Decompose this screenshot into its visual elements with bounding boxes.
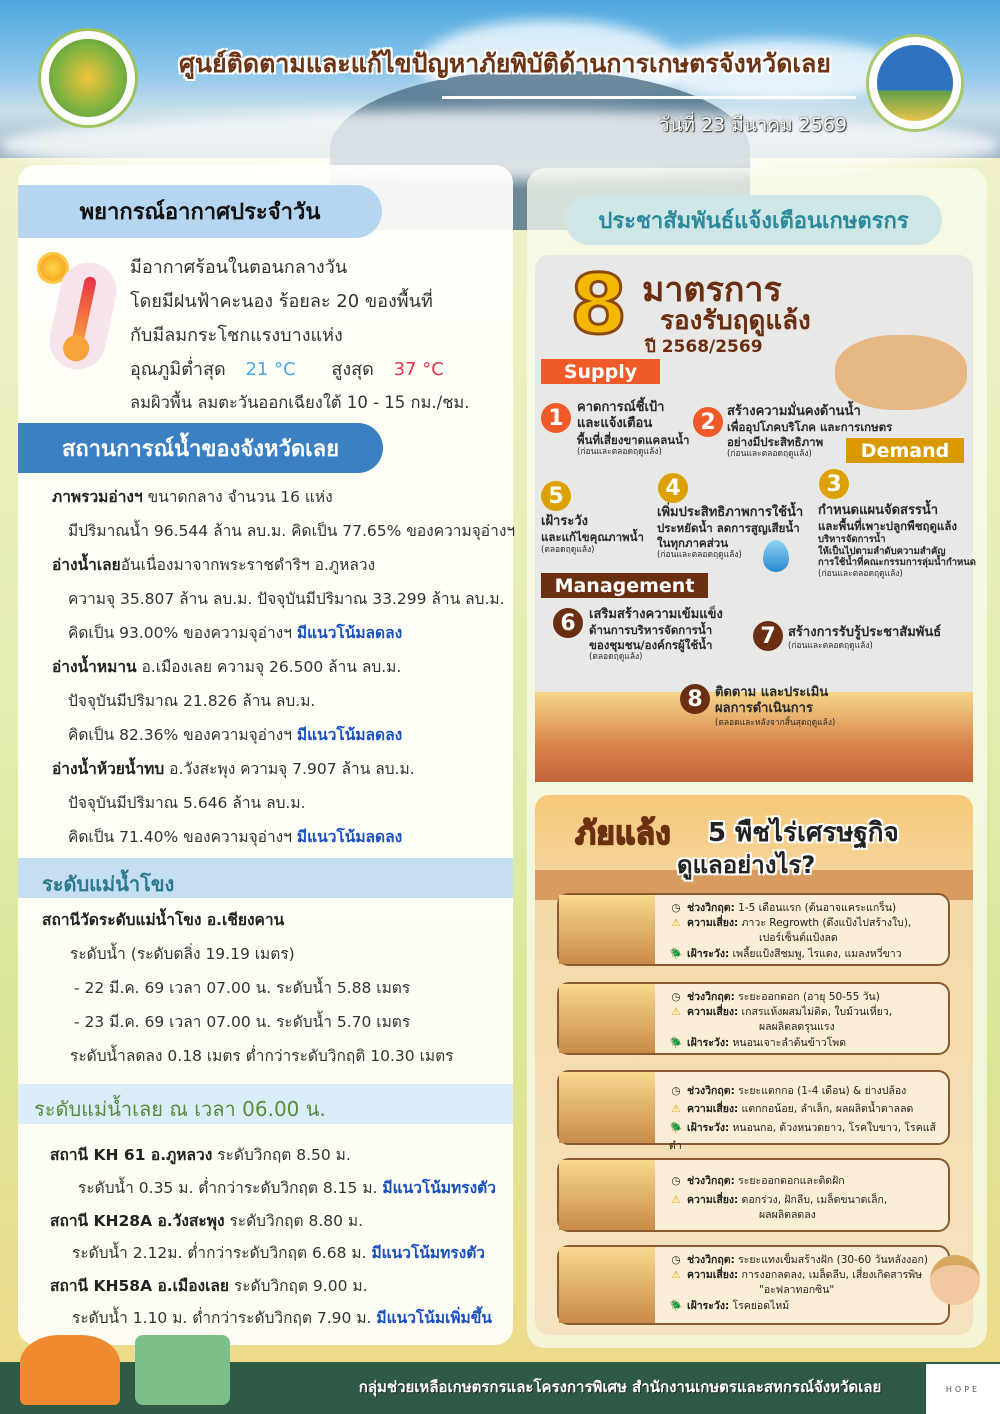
measure-item: กำหนดแผนจัดสรรน้ำ และพื้นที่เพาะปลูกพืชฤดูแล้ง บริหารจัดการน้ำ ให้เป็นไปตามลำดับความสำคัญ การใช้น้ำที่คณะกรรมการลุ่มน้ำกำหนด (ก่อนและตลอดฤดูแล้ง) — [818, 503, 976, 580]
warning-icon: ⚠ — [671, 1269, 681, 1282]
reservoir-loei-percent: คิดเป็น 93.00% ของความจุอ่างฯ มีแนวโน้มลดลง — [68, 624, 403, 642]
measure-number: 7 — [753, 621, 783, 651]
reservoir-nammarn-percent: คิดเป็น 82.36% ของความจุอ่างฯ มีแนวโน้มลดลง — [68, 726, 403, 744]
bug-icon: 🪲 — [669, 1299, 683, 1312]
clock-icon: ◷ — [671, 1085, 681, 1097]
mekong-bank-level: ระดับน้ำ (ระดับตลิ่ง 19.19 เมตร) — [70, 945, 295, 963]
measure-item: ติดตาม และประเมิน ผลการดำเนินการ (ตลอดและหลังจากสิ้นสุดฤดูแล้ง) — [715, 685, 836, 728]
measure-item: เพิ่มประสิทธิภาพการใช้น้ำ ประหยัดน้ำ ลดการสูญเสียน้ำ ในทุกภาคส่วน (ก่อนและตลอดฤดูแล้ง) — [657, 505, 804, 560]
warning-icon: ⚠ — [671, 1006, 681, 1019]
reservoir-huaynamthop: อ่างน้ำห้วยน้ำทบ อ.วังสะพุง ความจุ 7.907 ล้าน ลบ.ม. — [52, 760, 415, 778]
hay-cart-illustration — [20, 1335, 120, 1405]
cracked-earth-image — [835, 335, 967, 410]
measure-number: 4 — [658, 473, 688, 503]
mekong-summary: ระดับน้ำลดลง 0.18 เมตร ต่ำกว่าระดับวิกฤติ 10.30 เมตร — [70, 1047, 454, 1065]
temperature-line — [130, 354, 444, 383]
trend-label: มีแนวโน้มทรงตัว — [382, 1179, 496, 1197]
bug-icon: 🪲 — [669, 947, 683, 960]
measure-number: 2 — [693, 407, 723, 437]
weather-line: โดยมีฝนฟ้าคะนอง ร้อยละ 20 ของพื้นที่ — [130, 291, 433, 312]
overview-volume: มีปริมาณน้ำ 96.544 ล้าน ลบ.ม. คิดเป็น 77.65% ของความจุอ่างฯ — [68, 522, 516, 540]
mekong-title: ระดับแม่น้ำโขง — [42, 872, 175, 896]
reservoir-huaynamthop-percent: คิดเป็น 71.40% ของความจุอ่างฯ มีแนวโน้มลดลง — [68, 828, 403, 846]
measure-item: เฝ้าระวัง และแก้ไขคุณภาพน้ำ (ตลอดฤดูแล้ง) — [541, 514, 644, 555]
measures-title: มาตรการ — [642, 270, 782, 310]
overview-line: ภาพรวมอ่างฯ ขนาดกลาง จำนวน 16 แห่ง — [52, 488, 333, 506]
measure-number: 5 — [541, 481, 571, 511]
loei-station-level: ระดับน้ำ 1.10 ม. ต่ำกว่าระดับวิกฤต 7.90 ม. มีแนวโน้มเพิ่มขึ้น — [72, 1309, 492, 1327]
bug-icon: 🪲 — [669, 1121, 683, 1134]
farmer-illustration — [930, 1255, 980, 1305]
sun-icon — [40, 255, 66, 281]
page-title: ศูนย์ติดตามและแก้ไขปัญหาภัยพิบัติด้านการเกษตรจังหวัดเลย — [179, 49, 831, 78]
title-divider — [442, 96, 856, 99]
clock-icon: ◷ — [671, 1254, 681, 1266]
weather-line: กับมีลมกระโชกแรงบางแห่ง — [130, 325, 343, 346]
report-date: วันที่ 23 มีนาคม 2569 — [658, 114, 847, 136]
trend-label: มีแนวโน้มเพิ่มขึ้น — [376, 1309, 492, 1327]
clock-icon: ◷ — [671, 991, 681, 1003]
demand-tag: Demand — [846, 438, 964, 463]
reservoir-huaynamthop-volume: ปัจจุบันมีปริมาณ 5.646 ล้าน ลบ.ม. — [68, 794, 306, 812]
ministry-logo — [38, 28, 138, 128]
trend-label: มีแนวโน้มทรงตัว — [371, 1244, 485, 1262]
loei-station: สถานี KH58A อ.เมืองเลย ระดับวิกฤต 9.00 ม. — [50, 1277, 368, 1295]
trend-label: มีแนวโน้มลดลง — [296, 828, 403, 846]
measure-number: 3 — [819, 469, 849, 499]
measures-year: ปี 2568/2569 — [645, 337, 763, 357]
reservoir-nammarn: อ่างน้ำหมาน อ.เมืองเลย ความจุ 26.500 ล้าน ลบ.ม. — [52, 658, 402, 676]
measure-item: คาดการณ์ชี้เป้า และแจ้งเตือน พื้นที่เสี่ยงขาดแคลนน้ำ (ก่อนและตลอดฤดูแล้ง) — [577, 400, 690, 457]
mekong-reading: - 22 มี.ค. 69 เวลา 07.00 น. ระดับน้ำ 5.88 เมตร — [74, 979, 411, 997]
clock-icon: ◷ — [671, 902, 681, 914]
loei-station: สถานี KH 61 อ.ภูหลวง ระดับวิกฤต 8.50 ม. — [50, 1146, 351, 1164]
crops-title-a: ภัยแล้ง — [575, 814, 671, 852]
management-tag: Management — [541, 573, 708, 598]
mekong-station: สถานีวัดระดับแม่น้ำโขง อ.เชียงคาน — [42, 911, 285, 929]
warning-icon: ⚠ — [671, 917, 681, 930]
min-temp-value: 21 °C — [245, 359, 296, 380]
supply-tag: Supply — [541, 359, 660, 384]
loei-title: ระดับแม่น้ำเลย ณ เวลา 06.00 น. — [34, 1097, 326, 1121]
cassava-image — [559, 895, 655, 964]
max-temp-label: สูงสุด — [331, 359, 374, 380]
measure-item: เสริมสร้างความเข้มแข็ง ด้านการบริหารจัดการน้ำ ของชุมชน/องค์กรผู้ใช้น้ำ (ตลอดฤดูแล้ง) — [589, 607, 723, 662]
crops-title-b: 5 พืชไร่เศรษฐกิจ — [708, 818, 899, 848]
measures-big-number: 8 — [570, 258, 628, 353]
clock-icon: ◷ — [671, 1175, 681, 1187]
loei-station-level: ระดับน้ำ 0.35 ม. ต่ำกว่าระดับวิกฤต 8.15 ม. มีแนวโน้มทรงตัว — [78, 1179, 496, 1197]
loei-station: สถานี KH28A อ.วังสะพุง ระดับวิกฤต 8.80 ม. — [50, 1212, 364, 1230]
footer-text: กลุ่มช่วยเหลือเกษตรกรและโครงการพิเศษ สำนักงานเกษตรและสหกรณ์จังหวัดเลย — [358, 1378, 882, 1396]
tractor-illustration — [135, 1335, 230, 1405]
min-temp-label: อุณภูมิต่ำสุด — [130, 359, 226, 380]
water-drop-icon — [763, 540, 789, 572]
reservoir-nammarn-volume: ปัจจุบันมีปริมาณ 21.826 ล้าน ลบ.ม. — [68, 692, 316, 710]
measure-item: สร้างความมั่นคงด้านน้ำ เพื่ออุปโภคบริโภค และการเกษตร อย่างมีประสิทธิภาพ (ก่อนและตลอดฤดูแล้ง) — [727, 404, 893, 459]
peanut-image — [559, 1247, 655, 1323]
mekong-reading: - 23 มี.ค. 69 เวลา 07.00 น. ระดับน้ำ 5.70 เมตร — [74, 1013, 411, 1031]
soybean-image — [559, 1160, 655, 1230]
weather-header: พยากรณ์อากาศประจำวัน — [18, 185, 382, 238]
reservoir-loei: อ่างน้ำเลยอันเนื่องมาจากพระราชดำริฯ อ.ภูหลวง — [52, 556, 376, 574]
crop-row-cassava: ◷ ช่วงวิกฤต: 1-5 เดือนแรก (ต้นอาจแคระแกร็น) ⚠ ความเสี่ยง: ภาวะ Regrowth (ดึงแป้งไปสร้างใบ), เปอร์เซ็นต์แป้งลด 🪲 เฝ้าระวัง: เพลี้ยแป้งสีชมพู, ไรแดง, แมลงหวี่ขาว — [557, 893, 950, 966]
sugarcane-image — [559, 1072, 655, 1143]
loei-station-level: ระดับน้ำ 2.12ม. ต่ำกว่าระดับวิกฤต 6.68 ม. มีแนวโน้มทรงตัว — [72, 1244, 485, 1262]
crop-row-peanut: ◷ ช่วงวิกฤต: ระยะแทงเข็มสร้างฝัก (30-60 วันหลังงอก) ⚠ ความเสี่ยง: การงอกลดลง, เมล็ดลีบ, เสี่ยงเกิดสารพิษ "อะฟลาทอกซิน" 🪲 เฝ้าระวัง: โรคยอดไหม้ — [557, 1245, 950, 1325]
warning-icon: ⚠ — [671, 1103, 681, 1116]
hope-logo: HOPE — [926, 1364, 1000, 1414]
notice-header: ประชาสัมพันธ์แจ้งเตือนเกษตรกร — [565, 195, 942, 245]
measure-number: 1 — [541, 403, 571, 433]
crop-row-soybean: ◷ ช่วงวิกฤต: ระยะออกดอกและติดฝัก ⚠ ความเสี่ยง: ดอกร่วง, ฝักลีบ, เมล็ดขนาดเล็ก, ผลผลิตลดลง — [557, 1158, 950, 1232]
crop-row-corn: ◷ ช่วงวิกฤต: ระยะออกดอก (อายุ 50-55 วัน) ⚠ ความเสี่ยง: เกสรแห้งผสมไม่ติด, ใบม้วนเหี่ยว, ผลผลิตลดรุนแรง 🪲 เฝ้าระวัง: หนอนเจาะลำต้นข้าวโพด — [557, 982, 950, 1055]
weather-line: มีอากาศร้อนในตอนกลางวัน — [130, 257, 348, 278]
reservoir-loei-capacity: ความจุ 35.807 ล้าน ลบ.ม. ปัจจุบันมีปริมาณ 33.299 ล้าน ลบ.ม. — [68, 590, 505, 608]
crops-title-c: ดูแลอย่างไร? — [677, 851, 816, 879]
measure-number: 6 — [553, 608, 583, 638]
wind-line: ลมผิวพื้น ลมตะวันออกเฉียงใต้ 10 - 15 กม./ชม. — [130, 393, 470, 412]
trend-label: มีแนวโน้มลดลง — [296, 726, 403, 744]
province-seal-logo — [866, 34, 964, 132]
bug-icon: 🪲 — [669, 1036, 683, 1049]
corn-image — [559, 984, 655, 1053]
water-header: สถานการณ์น้ำของจังหวัดเลย — [18, 423, 383, 473]
measure-number: 8 — [680, 684, 710, 714]
warning-icon: ⚠ — [671, 1194, 681, 1207]
trend-label: มีแนวโน้มลดลง — [296, 624, 403, 642]
max-temp-value: 37 °C — [393, 359, 444, 380]
crop-row-sugarcane: ◷ ช่วงวิกฤต: ระยะแตกกอ (1-4 เดือน) & ย่างปล้อง ⚠ ความเสี่ยง: แตกกอน้อย, ลำเล็ก, ผลผลิตน้ำตาลลด 🪲 เฝ้าระวัง: หนอนกอ, ด้วงหนวดยาว, โรคใบขาว, โรคแส้ดำ — [557, 1070, 950, 1145]
measure-item: สร้างการรับรู้ประชาสัมพันธ์ (ก่อนและตลอดฤดูแล้ง) — [788, 625, 942, 652]
measures-subtitle: รองรับฤดูแล้ง — [660, 306, 811, 336]
